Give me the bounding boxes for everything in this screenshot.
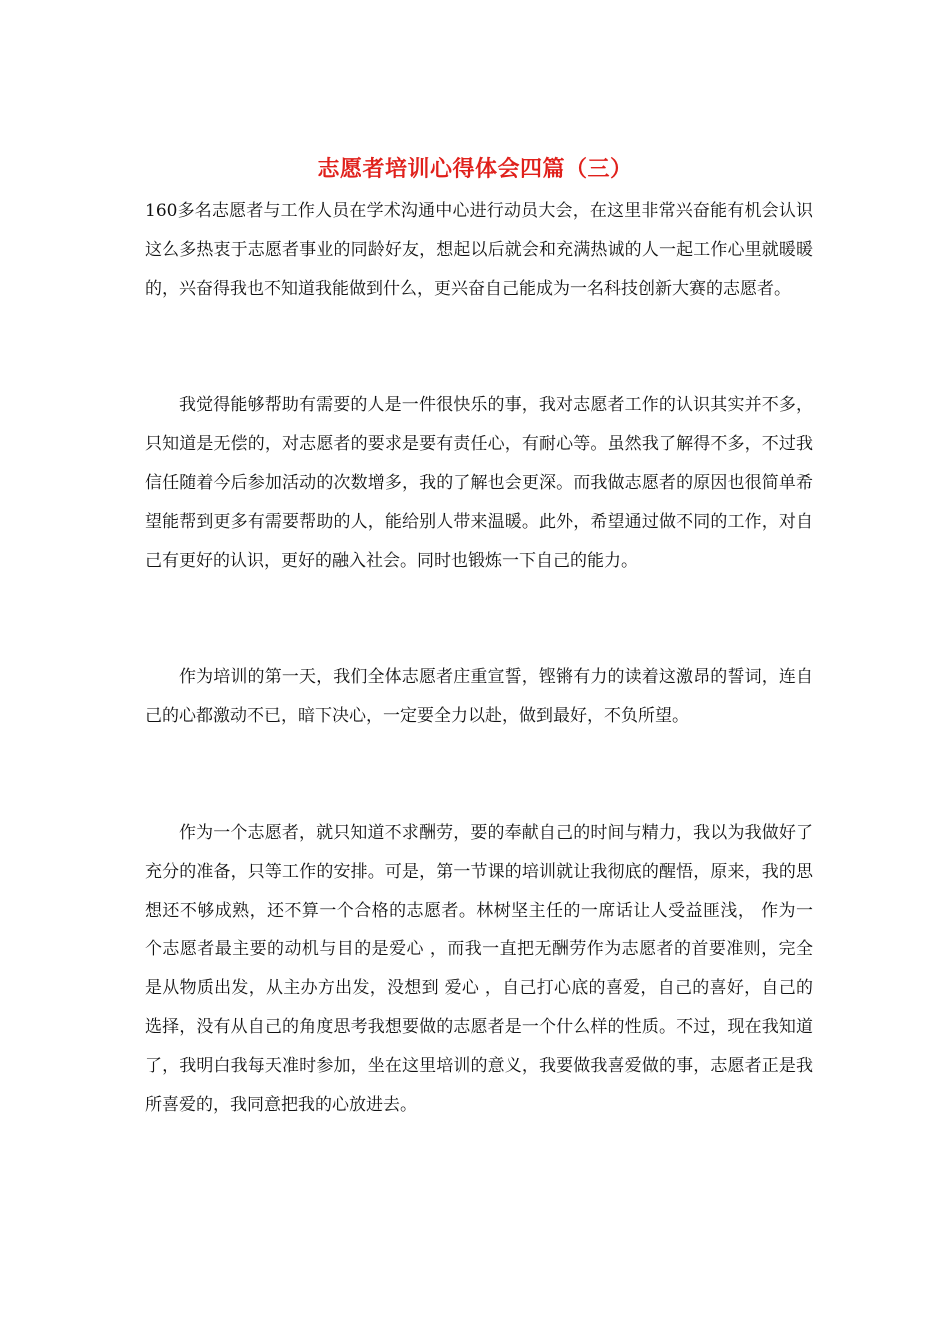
paragraph-3: 作为培训的第一天，我们全体志愿者庄重宣誓，铿锵有力的读着这激昂的誓词，连自己的心都激动不已，暗下决心，一定要全力以赴，做到最好，不负所望。: [145, 667, 813, 727]
document-title: 志愿者培训心得体会四篇（三）: [317, 156, 633, 182]
paragraph-spacer: [145, 580, 813, 658]
paragraph-4: 作为一个志愿者，就只知道不求酬劳，要的奉献自己的时间与精力，我以为我做好了充分的准备，只等工作的安排。可是，第一节课的培训就让我彻底的醒悟，原来，我的思想还不够成熟，还不算一个合格的志愿者。林树坚主任的一席话让人受益匪浅， 作为一个志愿者最主要的动机与目的是爱心 ，而我一直把无酬劳作为志愿者的首要准则，完全是从物质出发，从主办方出发，没想到 爱心 ，自己打心底的喜爱，自己的喜好，自己的选择，没有从自己的角度思考我想要做的志愿者是一个什么样的性质。不过，现在我知道了，我明白我每天准时参加，坐在这里培训的意义，我要做我喜爱做的事，志愿者正是我所喜爱的，我同意把我的心放进去。: [145, 822, 813, 1115]
paragraph-spacer: [145, 308, 813, 386]
paragraph-1: 160多名志愿者与工作人员在学术沟通中心进行动员大会，在这里非常兴奋能有机会认识这么多热衷于志愿者事业的同龄好友，想起以后就会和充满热诚的人一起工作心里就暖暖的，兴奋得我也不知道我能做到什么，更兴奋自己能成为一名科技创新大赛的志愿者。: [145, 201, 813, 299]
paragraph-2: 我觉得能够帮助有需要的人是一件很快乐的事，我对志愿者工作的认识其实并不多，只知道是无偿的，对志愿者的要求是要有责任心，有耐心等。虽然我了解得不多，不过我信任随着今后参加活动的次数增多，我的了解也会更深。而我做志愿者的原因也很简单希望能帮到更多有需要帮助的人，能给别人带来温暖。此外，希望通过做不同的工作，对自己有更好的认识，更好的融入社会。同时也锻炼一下自己的能力。: [145, 395, 813, 571]
document-body: [145, 192, 813, 1124]
paragraph-spacer: [145, 736, 813, 814]
